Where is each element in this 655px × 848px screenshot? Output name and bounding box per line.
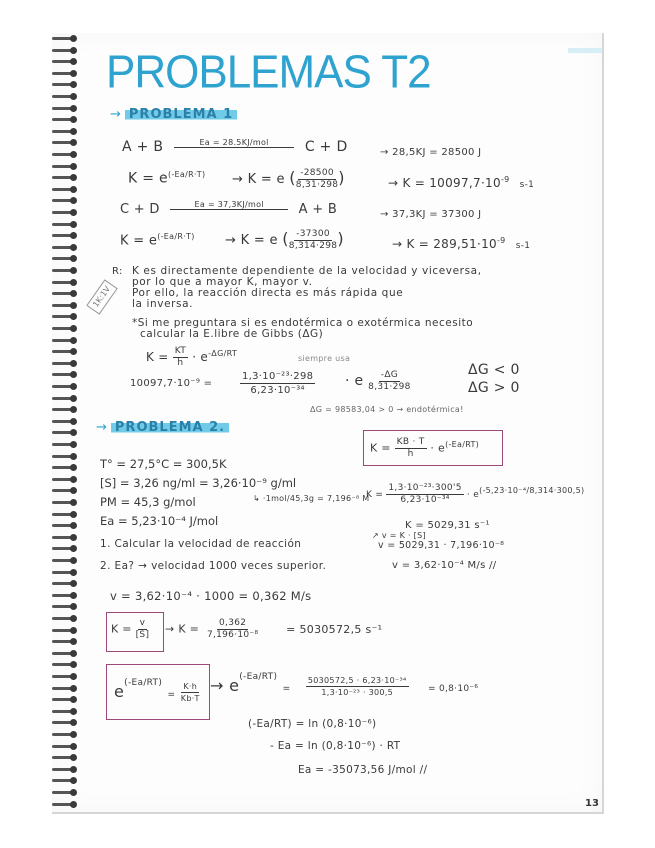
spiral-ring: [50, 196, 78, 206]
spiral-ring: [50, 660, 78, 670]
k-result: K = 5029,31 s⁻¹: [405, 520, 490, 531]
exp-formula: $e^{(-Ea/RT)}$ = $\frac{K\cdot h}{Kb\cdot T}$: [114, 678, 200, 703]
spiral-ring: [50, 138, 78, 148]
spiral-ring: [50, 672, 78, 682]
problem1-heading: → PROBLEMA 1: [110, 107, 237, 122]
spiral-ring: [50, 521, 78, 531]
spiral-ring: [50, 533, 78, 543]
forward-conversion: → 28,5KJ = 28500 J: [380, 147, 482, 158]
spiral-ring: [50, 266, 78, 276]
spiral-ring: [50, 544, 78, 554]
k-forward-result: → $K = 10097,7\cdot 10^{-9}$ s-1: [388, 175, 535, 190]
k-calc: K = $\frac{\text{1,3·10⁻²³·300'5}}{\text{6,23·10⁻³⁴}}$ · $e^{(-5,23\cdot 10^{-4}/8,314\cdot 300,5)}$: [366, 483, 585, 505]
page-number: 13: [585, 798, 599, 809]
spiral-ring: [50, 34, 78, 44]
spiral-ring: [50, 602, 78, 612]
spiral-ring: [50, 92, 78, 102]
ratio-stamp: 1K:1V: [86, 279, 117, 314]
spiral-ring: [50, 359, 78, 369]
spiral-ring: [50, 417, 78, 427]
step-1: (-Ea/RT) = ln (0,8·10⁻⁶): [248, 718, 377, 730]
problem2-data: T° = 27,5°C = 300,5K [S] = 3,26 ng/ml = 3,26·10⁻⁹ g/ml PM = 45,3 g/mol Ea = 5,23·10⁻⁴ J/mol: [100, 457, 297, 528]
spiral-ring: [50, 162, 78, 172]
spiral-ring: [50, 614, 78, 624]
answer-label: R:: [112, 266, 123, 277]
gibbs-calc-exp: · e $\frac{-\Delta G}{8,31\cdot 298}$: [345, 370, 411, 392]
spiral-ring: [50, 370, 78, 380]
spiral-ring: [50, 463, 78, 473]
spiral-ring: [50, 707, 78, 717]
spiral-ring: [50, 440, 78, 450]
problem2-questions: 1. Calcular la velocidad de reacción 2. Ea? → velocidad 1000 veces superior.: [100, 538, 327, 572]
gibbs-calc-lhs: 10097,7·10⁻⁹ =: [130, 378, 213, 389]
spiral-ring: [50, 591, 78, 601]
side-note: siempre usa: [298, 354, 351, 363]
spiral-ring: [50, 788, 78, 798]
spiral-ring: [50, 510, 78, 520]
spiral-ring: [50, 254, 78, 264]
spiral-ring: [50, 394, 78, 404]
spiral-ring: [50, 800, 78, 810]
k-reverse-substitution: → K = e ( $\frac{-37300}{8,314\cdot 298}$ ): [225, 229, 344, 251]
spiral-ring: [50, 475, 78, 485]
spiral-ring: [50, 695, 78, 705]
spiral-ring: [50, 649, 78, 659]
v-result: v = 3,62·10⁻⁴ M/s //: [392, 560, 497, 571]
v-1000: v = 3,62·10⁻⁴ · 1000 = 0,362 M/s: [110, 589, 312, 603]
spiral-ring: [50, 579, 78, 589]
spiral-ring: [50, 208, 78, 218]
v-formula: ↗ v = K · [S]: [372, 531, 426, 540]
problem2-heading: → PROBLEMA 2.: [96, 420, 229, 435]
spiral-ring: [50, 301, 78, 311]
spiral-ring: [50, 452, 78, 462]
spiral-ring: [50, 289, 78, 299]
spiral-ring: [50, 80, 78, 90]
spiral-ring: [50, 568, 78, 578]
spiral-ring: [50, 718, 78, 728]
bleed-through-mark: [568, 48, 602, 53]
spiral-ring: [50, 278, 78, 288]
reaction-forward: A + B Ea = 28.5KJ/mol C + D: [122, 138, 348, 155]
spiral-ring: [50, 382, 78, 392]
final-result: Ea = -35073,56 J/mol //: [298, 764, 428, 776]
spiral-ring: [50, 428, 78, 438]
k-reverse-result: → $K = 289,51\cdot 10^{-9}$ s-1: [392, 236, 531, 251]
k-forward-substitution: → K = e ( $\frac{-28500}{8,31\cdot 298}$ ): [232, 168, 345, 190]
spiral-ring: [50, 69, 78, 79]
k-reverse-formula: $K = e^{(-Ea/R\cdot T)}$: [120, 232, 195, 249]
spiral-ring: [50, 127, 78, 137]
spiral-ring: [50, 231, 78, 241]
spiral-ring: [50, 765, 78, 775]
spiral-ring: [50, 115, 78, 125]
spiral-ring: [50, 405, 78, 415]
k-forward-formula: $K = e^{(-Ea/R\cdot T)}$: [128, 170, 206, 187]
gibbs-result: ΔG = 98583,04 > 0 → endotérmica!: [310, 405, 464, 414]
spiral-ring: [50, 173, 78, 183]
spiral-ring: [50, 185, 78, 195]
eyring-formula: K = $\frac{KB \cdot T}{h}$ · $e^{(-Ea/RT)}$: [370, 437, 480, 459]
k-over-s: K = $\frac{v}{[S]}$: [111, 618, 150, 640]
exp-calc: → $e^{(-Ea/RT)}$ = $\frac{\text{5030572,5 · 6,23·10⁻³⁴}}{\text{1,3·10⁻²³ · 300,5}}$ = 0,8·10⁻⁶: [210, 672, 479, 697]
spiral-ring: [50, 730, 78, 740]
spiral-ring: [50, 347, 78, 357]
k-new: → K = $\frac{0,362}{\text{7,196·10⁻⁸}}$ = 5030572,5 s⁻¹: [165, 618, 383, 640]
spiral-ring: [50, 57, 78, 67]
spiral-ring: [50, 626, 78, 636]
arrow-icon: →: [96, 420, 108, 435]
reaction-reverse: C + D Ea = 37,3KJ/mol A + B: [120, 200, 338, 217]
reverse-conversion: → 37,3KJ = 37300 J: [380, 209, 482, 220]
spiral-ring: [50, 220, 78, 230]
gibbs-note: *Si me preguntara si es endotérmica o exotérmica necesito calcular la E.libre de Gibbs (ΔG): [132, 317, 474, 340]
spiral-ring: [50, 486, 78, 496]
page-title: PROBLEMAS T2: [106, 46, 431, 99]
spiral-ring: [50, 312, 78, 322]
eyring-equation: K = $\frac{KT}{h}$ · $e^{-\Delta G/RT}$: [146, 346, 238, 368]
molar-conversion: ↳ ·1mol/45,3g = 7,196⁻⁸ M: [253, 494, 370, 503]
condition-endothermic: ΔG > 0: [468, 380, 520, 396]
spiral-binding: [50, 34, 80, 812]
v-calc: v = 5029,31 · 7,196·10⁻⁸: [378, 540, 505, 551]
spiral-ring: [50, 46, 78, 56]
spiral-ring: [50, 324, 78, 334]
spiral-ring: [50, 556, 78, 566]
spiral-ring: [50, 684, 78, 694]
spiral-ring: [50, 498, 78, 508]
arrow-icon: →: [110, 107, 122, 122]
spiral-ring: [50, 150, 78, 160]
spiral-ring: [50, 243, 78, 253]
step-2: - Ea = ln (0,8·10⁻⁶) · RT: [270, 740, 401, 752]
gibbs-calc-fraction: $\frac{\text{1,3·10⁻²³·298}}{\text{6,23·10⁻³⁴}}$: [242, 371, 314, 396]
answer-text: K es directamente dependiente de la velocidad y viceversa, por lo que a mayor K, mayor v. Por ello, la reacción directa es más rápida que la inversa.: [132, 265, 482, 310]
spiral-ring: [50, 742, 78, 752]
spiral-ring: [50, 336, 78, 346]
condition-exothermic: ΔG < 0: [468, 362, 520, 378]
spiral-ring: [50, 104, 78, 114]
spiral-ring: [50, 753, 78, 763]
spiral-ring: [50, 637, 78, 647]
spiral-ring: [50, 776, 78, 786]
